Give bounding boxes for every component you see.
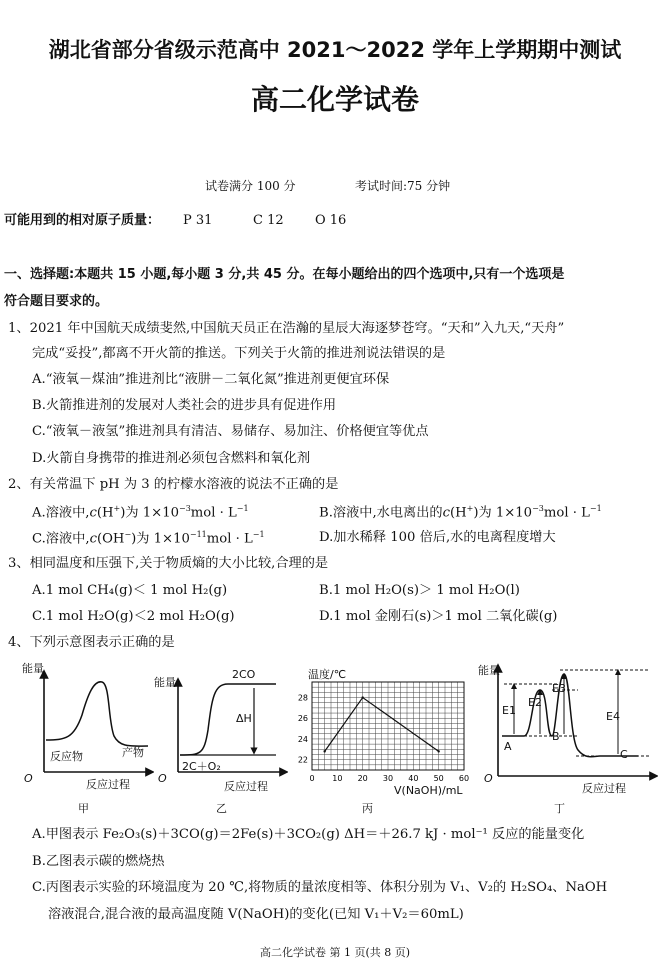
q3-option-c: C.1 mol H₂O(g)＜2 mol H₂O(g)	[32, 609, 235, 624]
x-tick-label: 40	[408, 774, 419, 783]
q2-option-c: C.溶液中,c(OH−)为 $1\times 10^{-11}mol \cdot L^{-1}$	[32, 530, 265, 547]
figure-yi-ylabel: 能量	[154, 676, 176, 689]
y-tick-label: 26	[297, 714, 308, 724]
atomic-mass-c: C 12	[253, 213, 284, 228]
data-point	[361, 696, 363, 698]
q3-option-a: A.1 mol CH₄(g)＜ 1 mol H₂(g)	[32, 583, 228, 598]
x-tick-label: 60	[458, 774, 470, 783]
figure-ding-xlabel: 反应过程	[582, 782, 626, 795]
figure-jia-origin: O	[24, 772, 33, 785]
figure-bing	[282, 660, 472, 800]
figure-yi-delta: ΔH	[236, 712, 252, 725]
atomic-mass-label: 可能用到的相对原子质量：	[4, 213, 161, 228]
q1-option-a: A.“液氧－煤油”推进剂比“液肼－二氧化氮”推进剂更便宜环保	[32, 372, 390, 387]
q1-stem-cont: 完成“妥投”,都离不开火箭的推送。下列关于火箭的推进剂说法错误的是	[32, 346, 446, 361]
figure-bing-ylabel: 温度/℃	[308, 668, 347, 681]
atomic-mass-p: P 31	[183, 213, 213, 228]
figure-jia	[14, 660, 154, 795]
figure-ding	[478, 660, 658, 800]
q1-option-b: B.火箭推进剂的发展对人类社会的进步具有促进作用	[32, 398, 337, 413]
q2-option-d: D.加水稀释 100 倍后,水的电离程度增大	[319, 530, 556, 545]
figure-ding-e1: E1	[502, 704, 516, 717]
figure-ding-origin: O	[484, 772, 493, 785]
q4-option-c: C.丙图表示实验的环境温度为 20 ℃,将物质的量浓度相等、体积分别为 V₁、V₂的 H₂SO₄、NaOH	[32, 880, 608, 895]
q1-stem: 1、2021 年中国航天成绩斐然,中国航天员正在浩瀚的星辰大海逐梦苍穹。“天和”入九天,“天舟”	[8, 321, 565, 336]
figure-jia-xlabel: 反应过程	[86, 778, 130, 791]
q3-option-b: B.1 mol H₂O(s)＞ 1 mol H₂O(l)	[319, 583, 520, 598]
figure-jia-caption: 甲	[78, 802, 89, 815]
figure-yi-bottom-label: 2C＋O₂	[182, 760, 221, 773]
full-score: 试卷满分 100 分	[205, 179, 296, 193]
figure-jia-reactant: 反应物	[50, 750, 83, 763]
exam-header-line: 湖北省部分省级示范高中 2021～2022 学年上学期期中测试	[48, 38, 622, 62]
figure-ding-e2: E2	[528, 696, 542, 709]
x-tick-label: 20	[357, 774, 368, 783]
q4-option-b: B.乙图表示碳的燃烧热	[32, 854, 165, 869]
q1-option-c: C.“液氧－液氢”推进剂具有清洁、易储存、易加注、价格便宜等优点	[32, 424, 429, 439]
figure-ding-e3: E3	[552, 682, 566, 695]
figure-jia-ylabel: 能量	[22, 662, 44, 675]
q4-stem: 4、下列示意图表示正确的是	[8, 635, 175, 650]
q2-option-b: B.溶液中,水电离出的c(H+)为 $1\times 10^{-3}mol \cdot L^{-1}$	[319, 504, 602, 521]
exam-title: 高二化学试卷	[250, 83, 419, 116]
figure-ding-caption: 丁	[554, 802, 565, 815]
figure-ding-point-c: C	[620, 748, 628, 761]
x-tick-label: 10	[332, 774, 343, 783]
exam-time: 考试时间:75 分钟	[355, 179, 451, 193]
figure-ding-point-b: B	[552, 730, 560, 743]
figure-yi-origin: O	[158, 772, 167, 785]
figure-yi-xlabel: 反应过程	[224, 780, 268, 793]
figure-yi-top-label: 2CO	[232, 668, 256, 681]
x-tick-label: 0	[309, 774, 315, 783]
page-footer: 高二化学试卷 第 1 页(共 8 页)	[259, 946, 411, 959]
atomic-mass-o: O 16	[315, 213, 347, 228]
figure-yi-caption: 乙	[216, 802, 227, 815]
y-tick-label: 28	[297, 693, 308, 703]
figure-jia-product: 产物	[122, 746, 144, 759]
section-heading: 一、选择题:本题共 15 小题,每小题 3 分,共 45 分。在每小题给出的四个选项中,只有一个选项是	[4, 267, 565, 282]
section-heading-cont: 符合题目要求的。	[4, 294, 109, 309]
figure-ding-point-a: A	[504, 740, 512, 753]
q1-option-d: D.火箭自身携带的推进剂必须包含燃料和氧化剂	[32, 451, 311, 466]
figure-ding-e4: E4	[606, 710, 620, 723]
x-tick-label: 30	[382, 774, 394, 783]
y-tick-label: 24	[297, 734, 308, 744]
y-tick-label: 22	[297, 755, 308, 765]
data-point	[323, 750, 325, 752]
q3-option-d: D.1 mol 金刚石(s)＞1 mol 二氧化碳(g)	[319, 609, 558, 624]
q2-stem: 2、有关常温下 pH 为 3 的柠檬水溶液的说法不正确的是	[8, 477, 339, 492]
data-point	[437, 750, 439, 752]
q4-option-a: A.甲图表示 Fe₂O₃(s)＋3CO(g)＝2Fe(s)＋3CO₂(g) ΔH＝＋26.7 kJ · mol⁻¹ 反应的能量变化	[32, 827, 585, 842]
figure-yi	[148, 660, 288, 795]
x-tick-label: 50	[433, 774, 444, 783]
figure-bing-caption: 丙	[362, 802, 373, 815]
q4-option-c-cont: 溶液混合,混合液的最高温度随 V(NaOH)的变化(已知 V₁＋V₂＝60mL)	[48, 907, 464, 922]
figure-bing-xlabel: V(NaOH)/mL	[394, 784, 463, 797]
figure-ding-ylabel: 能量	[478, 664, 500, 677]
q3-stem: 3、相同温度和压强下,关于物质熵的大小比较,合理的是	[8, 556, 329, 571]
q2-option-a: A.溶液中,c(H+)为 $1\times 10^{-3}mol \cdot L^{-1}$	[32, 504, 249, 521]
